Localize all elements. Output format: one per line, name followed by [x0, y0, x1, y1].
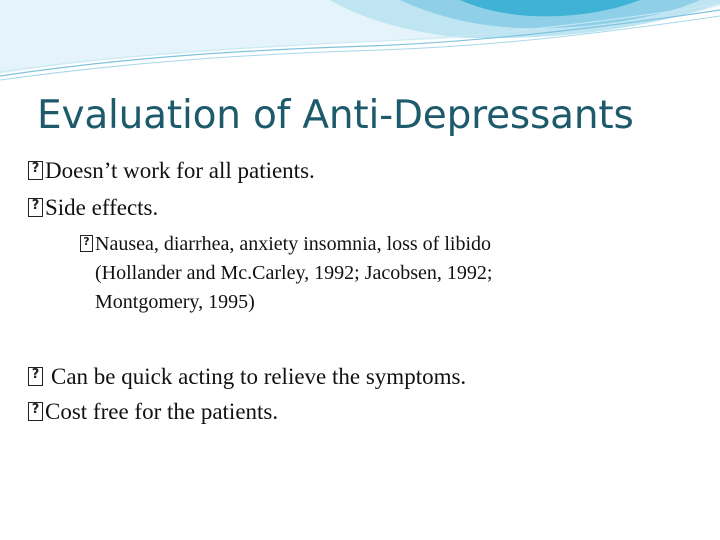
wave-header-decoration: [0, 0, 720, 90]
sub-bullet-item: [80, 233, 491, 256]
bullet-text: Cost free for the patients.: [45, 399, 279, 424]
missing-glyph-bullet-icon: [28, 161, 43, 180]
bullet-item: [28, 158, 315, 184]
missing-glyph-bullet-icon: [80, 235, 93, 252]
missing-glyph-bullet-icon: [28, 367, 43, 386]
bullet-text: Side effects.: [45, 195, 159, 220]
missing-glyph-bullet-icon: [28, 402, 43, 421]
sub-bullet-continuation: (Hollander and Mc.Carley, 1992; Jacobsen, 1992;: [95, 262, 493, 284]
sub-bullet-continuation: Montgomery, 1995): [95, 291, 255, 313]
bullet-text: Doesn’t work for all patients.: [45, 158, 315, 183]
sub-bullet-text: Nausea, diarrhea, anxiety insomnia, loss of libido: [95, 233, 492, 255]
bullet-item: [28, 195, 158, 221]
bullet-item: [28, 399, 278, 425]
missing-glyph-bullet-icon: [28, 198, 43, 217]
bullet-text: Can be quick acting to relieve the symptoms.: [51, 364, 467, 389]
bullet-item: [28, 364, 466, 390]
slide-title: Evaluation of Anti-Depressants: [37, 93, 634, 138]
